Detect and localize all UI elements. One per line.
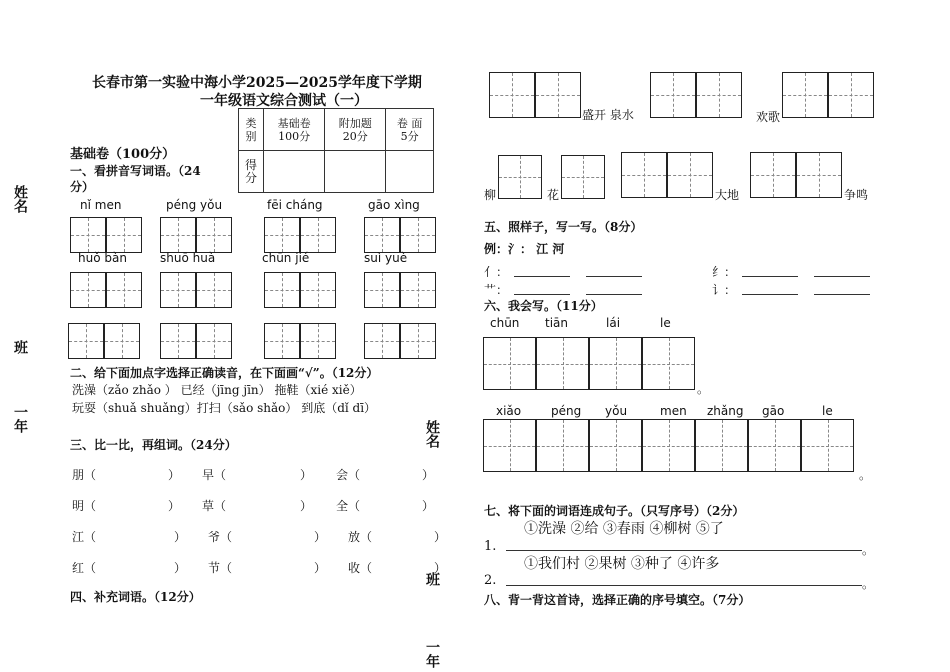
score-cell-category xyxy=(239,109,264,151)
q7-heading: 七、将下面的词语连成句子。（只写序号）（2分） xyxy=(484,504,745,518)
q2-line2: 玩耍（shuǎ shuǎng）打扫（sǎo shǎo） 到底（dǐ dī） xyxy=(72,401,377,415)
q1-grid-3[interactable] xyxy=(264,217,336,253)
r1-word-3: 欢歌 xyxy=(756,110,781,124)
q3-close: ） xyxy=(168,468,181,482)
q3-char: 草（ xyxy=(202,499,227,513)
score-extra-label: 附加题 20分 xyxy=(338,116,372,143)
q3-close: ） xyxy=(174,530,187,544)
q6-pinyin-9: zhǎng xyxy=(707,404,744,418)
q1-pinyin-4: gāo xìng xyxy=(368,198,420,212)
r2-grid-3[interactable] xyxy=(621,152,713,198)
score-fill-neatness[interactable] xyxy=(386,151,434,193)
q7-num-1: 1. xyxy=(484,539,497,554)
q6-pinyin-1: chūn xyxy=(490,316,520,330)
margin-label-class: 班 xyxy=(12,340,28,354)
q6-pinyin-2: tiān xyxy=(545,316,568,330)
q7-items-2: ①我们村 ②果树 ③种了 ④许多 xyxy=(524,556,720,572)
q4-heading: 四、补充词语。（12分） xyxy=(70,590,201,604)
middle-label-grade: 一年 xyxy=(424,640,440,668)
q3-close: ） xyxy=(314,530,327,544)
r1-grid-1[interactable] xyxy=(489,72,581,118)
q6-pinyin-7: yǒu xyxy=(605,404,628,418)
q6-pinyin-3: lái xyxy=(606,316,621,330)
q1-grid-4[interactable] xyxy=(364,217,436,253)
score-cell-basic xyxy=(264,109,325,151)
q6-heading: 六、我会写。（11分） xyxy=(484,299,603,313)
q3-close: ） xyxy=(314,561,327,575)
q1-pinyin-2: péng yǒu xyxy=(166,198,223,212)
q1-pinyin-5: huǒ bàn xyxy=(78,251,127,265)
score-cell-neatness xyxy=(386,109,434,151)
q2-line1: 洗澡（zǎo zhǎo ） 已经（jīng jīn） 拖鞋（xié xiě） xyxy=(72,383,362,397)
q5-radical-3: 艹： xyxy=(484,283,509,297)
q3-close: ） xyxy=(168,499,181,513)
q7-answer-line-1[interactable] xyxy=(506,550,862,551)
q2-heading: 二、给下面加点字选择正确读音，在下面画“√”。（12分） xyxy=(70,366,379,380)
q6-period-2: 。 xyxy=(859,468,872,482)
r1-word-1-text: 盛开 xyxy=(582,108,607,122)
score-fill-basic[interactable] xyxy=(264,151,325,193)
r1-grid-2[interactable] xyxy=(650,72,742,118)
q1-pinyin-3: fēi cháng xyxy=(267,198,323,212)
q1-grid-2[interactable] xyxy=(160,217,232,253)
q6-period-1: 。 xyxy=(697,382,710,396)
margin-label-name: 姓名 xyxy=(12,185,28,213)
q1-grid-10[interactable] xyxy=(160,323,232,359)
q1-pinyin-6: shuō huà xyxy=(160,251,216,265)
q7-answer-line-2[interactable] xyxy=(506,585,862,586)
q5-blank[interactable] xyxy=(742,280,798,295)
q1-pinyin-8: suì yuè xyxy=(364,251,408,265)
q3-close: ） xyxy=(174,561,187,575)
q3-char: 朋（ xyxy=(72,468,97,482)
q3-close: ） xyxy=(300,468,313,482)
r1-grid-3[interactable] xyxy=(782,72,874,118)
q1-grid-1[interactable] xyxy=(70,217,142,253)
q5-example: 例：氵： 江 河 xyxy=(484,242,565,256)
q5-blank[interactable] xyxy=(586,262,642,277)
middle-label-class: 班 xyxy=(424,572,440,586)
exam-title-line1: 长春市第一实验中海小学2025—2025学年度下学期 xyxy=(92,75,422,91)
q7-period-2: 。 xyxy=(862,577,875,591)
q5-blank[interactable] xyxy=(514,262,570,277)
q6-grid-row1[interactable] xyxy=(483,337,695,390)
score-cat-label: 类别 xyxy=(245,116,257,143)
q7-period-1: 。 xyxy=(862,543,875,557)
q3-close: ） xyxy=(434,530,447,544)
q5-radical-2: 纟： xyxy=(712,265,737,279)
middle-label-name: 姓名 xyxy=(424,420,440,448)
q7-items-1: ①洗澡 ②给 ③春雨 ④柳树 ⑤了 xyxy=(524,521,724,537)
q3-close: ） xyxy=(300,499,313,513)
q5-blank[interactable] xyxy=(514,280,570,295)
basic-heading: 基础卷（100分） xyxy=(70,147,176,162)
q3-char: 明（ xyxy=(72,499,97,513)
score-cell-extra xyxy=(325,109,386,151)
score-neat-label: 卷 面 5分 xyxy=(396,116,423,143)
q1-pinyin-7: chūn jié xyxy=(262,251,310,265)
r1-word-2-text: 泉水 xyxy=(609,108,634,122)
r2-grid-1[interactable] xyxy=(498,155,542,199)
q1-grid-8[interactable] xyxy=(364,272,436,308)
score-table xyxy=(238,108,434,193)
q1-heading-cont: 分） xyxy=(70,180,95,194)
score-fill-extra[interactable] xyxy=(325,151,386,193)
score-row-label: 得分 xyxy=(244,157,257,185)
q3-close: ） xyxy=(422,468,435,482)
q5-blank[interactable] xyxy=(742,262,798,277)
score-cell-score-label xyxy=(239,151,264,193)
q8-heading: 八、背一背这首诗，选择正确的序号填空。（7分） xyxy=(484,593,751,607)
q3-heading: 三、比一比，再组词。（24分） xyxy=(70,438,237,452)
q3-char: 会（ xyxy=(336,468,361,482)
q3-char: 爷（ xyxy=(208,530,233,544)
q3-close: ） xyxy=(422,499,435,513)
score-basic-label: 基础卷 100分 xyxy=(277,116,311,143)
q5-radical-4: 讠： xyxy=(712,283,737,297)
q3-char: 放（ xyxy=(348,530,373,544)
q5-blank[interactable] xyxy=(814,262,870,277)
q1-pinyin-1: nǐ men xyxy=(80,198,122,212)
q6-pinyin-6: péng xyxy=(551,404,582,418)
q5-radical-1: 亻： xyxy=(484,265,509,279)
r2-word-1: 柳 xyxy=(484,188,497,202)
margin-label-grade: 一年 xyxy=(12,405,28,433)
r1-word-1 xyxy=(582,106,634,123)
q6-grid-row2[interactable] xyxy=(483,419,854,472)
q3-char: 全（ xyxy=(336,499,361,513)
q1-grid-5[interactable] xyxy=(70,272,142,308)
q1-grid-12[interactable] xyxy=(364,323,436,359)
q5-blank[interactable] xyxy=(814,280,870,295)
q1-grid-6[interactable] xyxy=(160,272,232,308)
q3-char: 收（ xyxy=(348,561,373,575)
q6-pinyin-5: xiǎo xyxy=(496,404,522,418)
q1-grid-7[interactable] xyxy=(264,272,336,308)
q6-pinyin-11: le xyxy=(822,404,833,418)
r2-word-3: 大地 xyxy=(715,188,740,202)
q3-char: 早（ xyxy=(202,468,227,482)
q1-heading: 一、看拼音写词语。（24 xyxy=(70,164,201,178)
r2-grid-2[interactable] xyxy=(561,155,605,199)
q3-close: ） xyxy=(434,561,447,575)
r2-word-2: 花 xyxy=(547,188,560,202)
q7-num-2: 2. xyxy=(484,573,497,588)
q5-blank[interactable] xyxy=(586,280,642,295)
q3-char: 节（ xyxy=(208,561,233,575)
q3-char: 江（ xyxy=(72,530,97,544)
q6-pinyin-4: le xyxy=(660,316,671,330)
q1-grid-9[interactable] xyxy=(68,323,140,359)
r2-grid-4[interactable] xyxy=(750,152,842,198)
q5-heading: 五、照样子，写一写。（8分） xyxy=(484,220,643,234)
q6-pinyin-8: men xyxy=(660,404,687,418)
r2-word-4: 争鸣 xyxy=(844,188,869,202)
exam-title-line2: 一年级语文综合测试（一） xyxy=(200,93,368,109)
q1-grid-11[interactable] xyxy=(264,323,336,359)
q3-char: 红（ xyxy=(72,561,97,575)
q6-pinyin-10: gāo xyxy=(762,404,785,418)
